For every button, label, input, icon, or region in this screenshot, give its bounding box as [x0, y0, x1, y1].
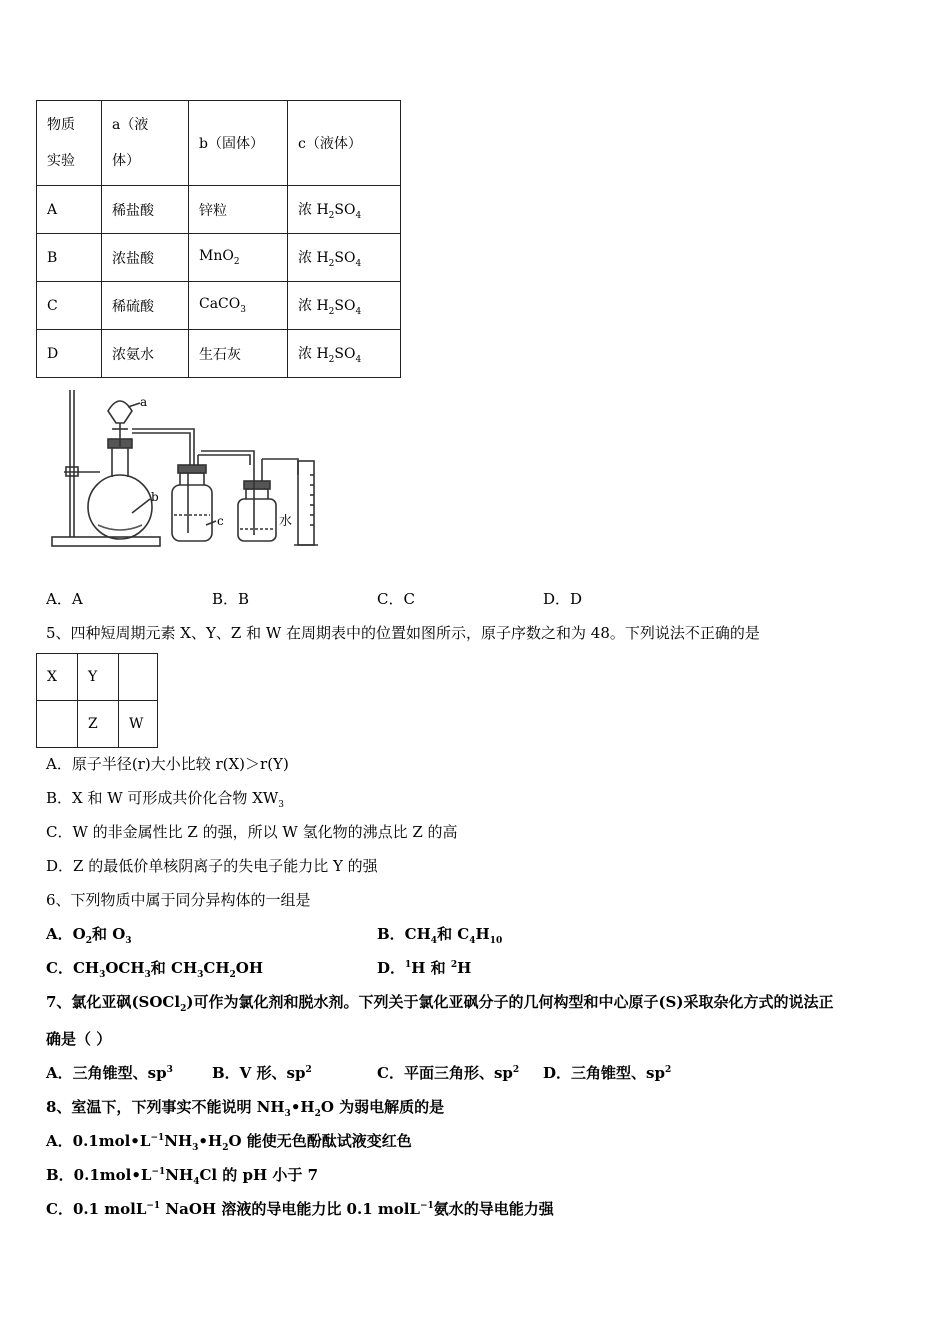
stem-text: 8、室温下，下列事实不能说明 NH — [46, 1098, 285, 1116]
option-text: A．A — [46, 590, 83, 608]
table-row — [37, 282, 401, 330]
reagent-table — [36, 100, 401, 378]
stem-sub: 2 — [180, 1004, 187, 1014]
separatory-funnel — [108, 401, 132, 423]
table-cell — [189, 282, 288, 330]
grid-cell — [119, 654, 158, 701]
cell-text: 浓 H — [298, 345, 329, 362]
cell-text: SO — [334, 345, 356, 362]
option-text: C．C — [377, 590, 415, 608]
option-text: C．CH — [46, 959, 100, 977]
cell-text: 生石灰 — [199, 346, 241, 363]
grid-cell: Z — [78, 701, 119, 748]
cell-sub: 3 — [240, 304, 246, 315]
q5-stem: 5、四种短周期元素 X、Y、Z 和 W 在周期表中的位置如图所示，原子序数之和为 48。下列说法不正确的是 — [46, 624, 760, 642]
option-sub: 4 — [430, 936, 438, 946]
option-sub: 4 — [469, 936, 476, 946]
option-text: Cl 的 pH 小于 7 — [199, 1166, 319, 1184]
option-sup: 2 — [664, 1065, 672, 1075]
table-header-row — [37, 101, 401, 186]
table-cell: B — [37, 234, 102, 282]
option-text: C．0.1 molL — [46, 1200, 147, 1218]
option-text: D．三角锥型、sp — [543, 1064, 665, 1082]
grid-row — [37, 654, 158, 701]
cell-text: SO — [334, 249, 356, 266]
option-text: B．0.1mol•L — [46, 1166, 152, 1184]
option-sub: 2 — [229, 970, 236, 980]
option-text: NH — [164, 1132, 193, 1150]
cell-sub: 2 — [328, 306, 335, 317]
stand-base — [52, 537, 160, 546]
option-text: D． — [377, 959, 406, 977]
q7-stem-line1 — [46, 991, 833, 1014]
label-b: b — [151, 490, 159, 504]
option-sup: 3 — [166, 1065, 173, 1075]
stem-text: 7、氯化亚砜(SOCl — [46, 993, 181, 1011]
grid-cell: Y — [78, 654, 119, 701]
table-cell: 稀硫酸 — [102, 282, 189, 330]
option-text: D．D — [543, 590, 583, 608]
option-sup: 1 — [405, 960, 412, 970]
q5-option-a[interactable] — [46, 753, 289, 774]
option-text: NH — [165, 1166, 194, 1184]
option-text: H — [475, 925, 490, 943]
option-text: D．Z 的最低价单核阴离子的失电子能力比 Y 的强 — [46, 857, 378, 875]
header-text: 物质 — [47, 117, 75, 133]
option-sub: 3 — [197, 970, 204, 980]
q6-option-d[interactable] — [377, 957, 471, 978]
option-text: 和 C — [437, 925, 470, 943]
header-text: 体） — [112, 153, 140, 169]
option-text: B．CH — [377, 925, 431, 943]
option-sup: −1 — [419, 1201, 434, 1211]
q4-option-b[interactable] — [212, 588, 249, 609]
option-text: A．原子半径(r)大小比较 r(X)＞r(Y) — [46, 755, 289, 773]
periodic-grid — [36, 653, 158, 748]
graduated-cylinder — [298, 461, 314, 545]
q4-option-c[interactable] — [377, 588, 415, 609]
option-text: CH — [203, 959, 230, 977]
option-sub: 2 — [85, 936, 92, 946]
option-sup: 2 — [512, 1065, 520, 1075]
table-row — [37, 186, 401, 234]
q7-option-c[interactable] — [377, 1062, 519, 1083]
label-a: a — [140, 395, 148, 409]
option-text: H — [457, 959, 472, 977]
cell-text: MnO — [199, 248, 234, 265]
q8-option-b[interactable] — [46, 1164, 318, 1187]
option-sub: 3 — [144, 970, 151, 980]
q6-option-b[interactable] — [377, 923, 502, 946]
table-cell — [189, 330, 288, 378]
cell-sub: 2 — [328, 354, 335, 365]
stem-sub: 3 — [284, 1109, 291, 1119]
option-sub: 2 — [222, 1143, 229, 1153]
option-text: B．V 形、sp — [212, 1064, 306, 1082]
grid-cell: X — [37, 654, 78, 701]
header-text: a（液 — [112, 117, 149, 133]
option-text: 和 O — [91, 925, 126, 943]
cell-sub: 4 — [355, 258, 362, 269]
cell-sub: 2 — [328, 210, 335, 221]
cell-text: 浓 H — [298, 201, 329, 218]
table-cell — [288, 234, 401, 282]
option-text: A．三角锥型、sp — [46, 1064, 167, 1082]
option-text: B．B — [212, 590, 250, 608]
option-sub: 4 — [193, 1177, 200, 1187]
table-cell: 浓盐酸 — [102, 234, 189, 282]
cell-sub: 4 — [355, 354, 362, 365]
cell-sub: 2 — [233, 256, 240, 267]
table-cell — [288, 186, 401, 234]
table-row — [37, 234, 401, 282]
option-text: 和 CH — [150, 959, 198, 977]
apparatus-figure — [40, 385, 340, 555]
option-sup: −1 — [150, 1133, 165, 1143]
q8-option-a[interactable] — [46, 1130, 412, 1153]
cell-text: 浓 H — [298, 297, 329, 314]
label-c: c — [217, 514, 224, 528]
cell-text: CaCO — [199, 296, 241, 313]
table-cell — [189, 186, 288, 234]
gas-bottle-water — [238, 499, 276, 541]
option-sup: 2 — [450, 960, 458, 970]
table-cell: 稀盐酸 — [102, 186, 189, 234]
table-cell: A — [37, 186, 102, 234]
header-text: 实验 — [47, 153, 75, 169]
cell-sub: 4 — [355, 210, 362, 221]
header-cell-b — [189, 101, 288, 186]
header-cell-c — [288, 101, 401, 186]
option-text: OCH — [105, 959, 145, 977]
cell-text: 浓 H — [298, 249, 329, 266]
grid-row — [37, 701, 158, 748]
option-sub: 3 — [278, 800, 285, 810]
option-text: H 和 — [411, 959, 451, 977]
option-text: B．X 和 W 可形成共价化合物 XW — [46, 789, 279, 807]
stem-sub: 2 — [314, 1109, 321, 1119]
table-cell: 浓氨水 — [102, 330, 189, 378]
option-sub: 10 — [489, 936, 503, 946]
q5-option-d[interactable] — [46, 855, 378, 876]
q5-option-c[interactable] — [46, 821, 458, 842]
option-text: OH — [235, 959, 264, 977]
q7-option-a[interactable] — [46, 1062, 173, 1083]
cell-sub: 4 — [355, 306, 362, 317]
option-text: C．平面三角形、sp — [377, 1064, 513, 1082]
q7-stem-line2: 确是（ ） — [46, 1030, 112, 1048]
gas-bottle-c — [172, 485, 212, 541]
cell-text: SO — [334, 201, 356, 218]
option-text: NaOH 溶液的导电能力比 0.1 molL — [160, 1200, 420, 1218]
option-sup: 2 — [305, 1065, 312, 1075]
table-cell — [189, 234, 288, 282]
option-text: A．0.1mol•L — [46, 1132, 151, 1150]
q8-stem — [46, 1096, 444, 1119]
option-text: A．O — [46, 925, 86, 943]
option-text: C．W 的非金属性比 Z 的强，所以 W 氢化物的沸点比 Z 的高 — [46, 823, 458, 841]
q6-stem: 6、下列物质中属于同分异构体的一组是 — [46, 891, 311, 909]
grid-cell: W — [119, 701, 158, 748]
stem-text: O 为弱电解质的是 — [320, 1098, 445, 1116]
table-cell — [288, 330, 401, 378]
header-cell-substance — [37, 101, 102, 186]
table-cell: C — [37, 282, 102, 330]
header-cell-a — [102, 101, 189, 186]
option-sup: −1 — [146, 1201, 161, 1211]
q8-option-c[interactable] — [46, 1198, 554, 1219]
option-text: O 能使无色酚酞试液变红色 — [228, 1132, 412, 1150]
q7-option-d[interactable] — [543, 1062, 671, 1083]
table-cell: D — [37, 330, 102, 378]
stem-text: •H — [290, 1098, 315, 1116]
cell-text: 锌粒 — [199, 202, 227, 219]
option-text: 氨水的导电能力强 — [433, 1200, 554, 1218]
q6-option-a[interactable] — [46, 923, 132, 946]
q5-option-b[interactable] — [46, 787, 284, 810]
table-cell — [288, 282, 401, 330]
q7-option-b[interactable] — [212, 1062, 312, 1083]
option-sub: 3 — [125, 936, 132, 946]
option-sub: 3 — [192, 1143, 199, 1153]
option-sup: −1 — [151, 1167, 166, 1177]
stem-text: )可作为氯化剂和脱水剂。下列关于氯化亚砜分子的几何构型和中心原子(S)采取杂化方式的说法正 — [186, 993, 834, 1011]
q6-option-c[interactable] — [46, 957, 263, 980]
option-sub: 3 — [99, 970, 106, 980]
q4-option-d[interactable] — [543, 588, 582, 609]
header-text: c（液体） — [298, 136, 362, 152]
q4-option-a[interactable] — [46, 588, 83, 609]
cell-text: SO — [334, 297, 356, 314]
cell-sub: 2 — [328, 258, 335, 269]
table-row — [37, 330, 401, 378]
header-text: b（固体） — [199, 136, 264, 152]
label-water: 水 — [279, 514, 293, 529]
option-text: •H — [198, 1132, 223, 1150]
grid-cell — [37, 701, 78, 748]
